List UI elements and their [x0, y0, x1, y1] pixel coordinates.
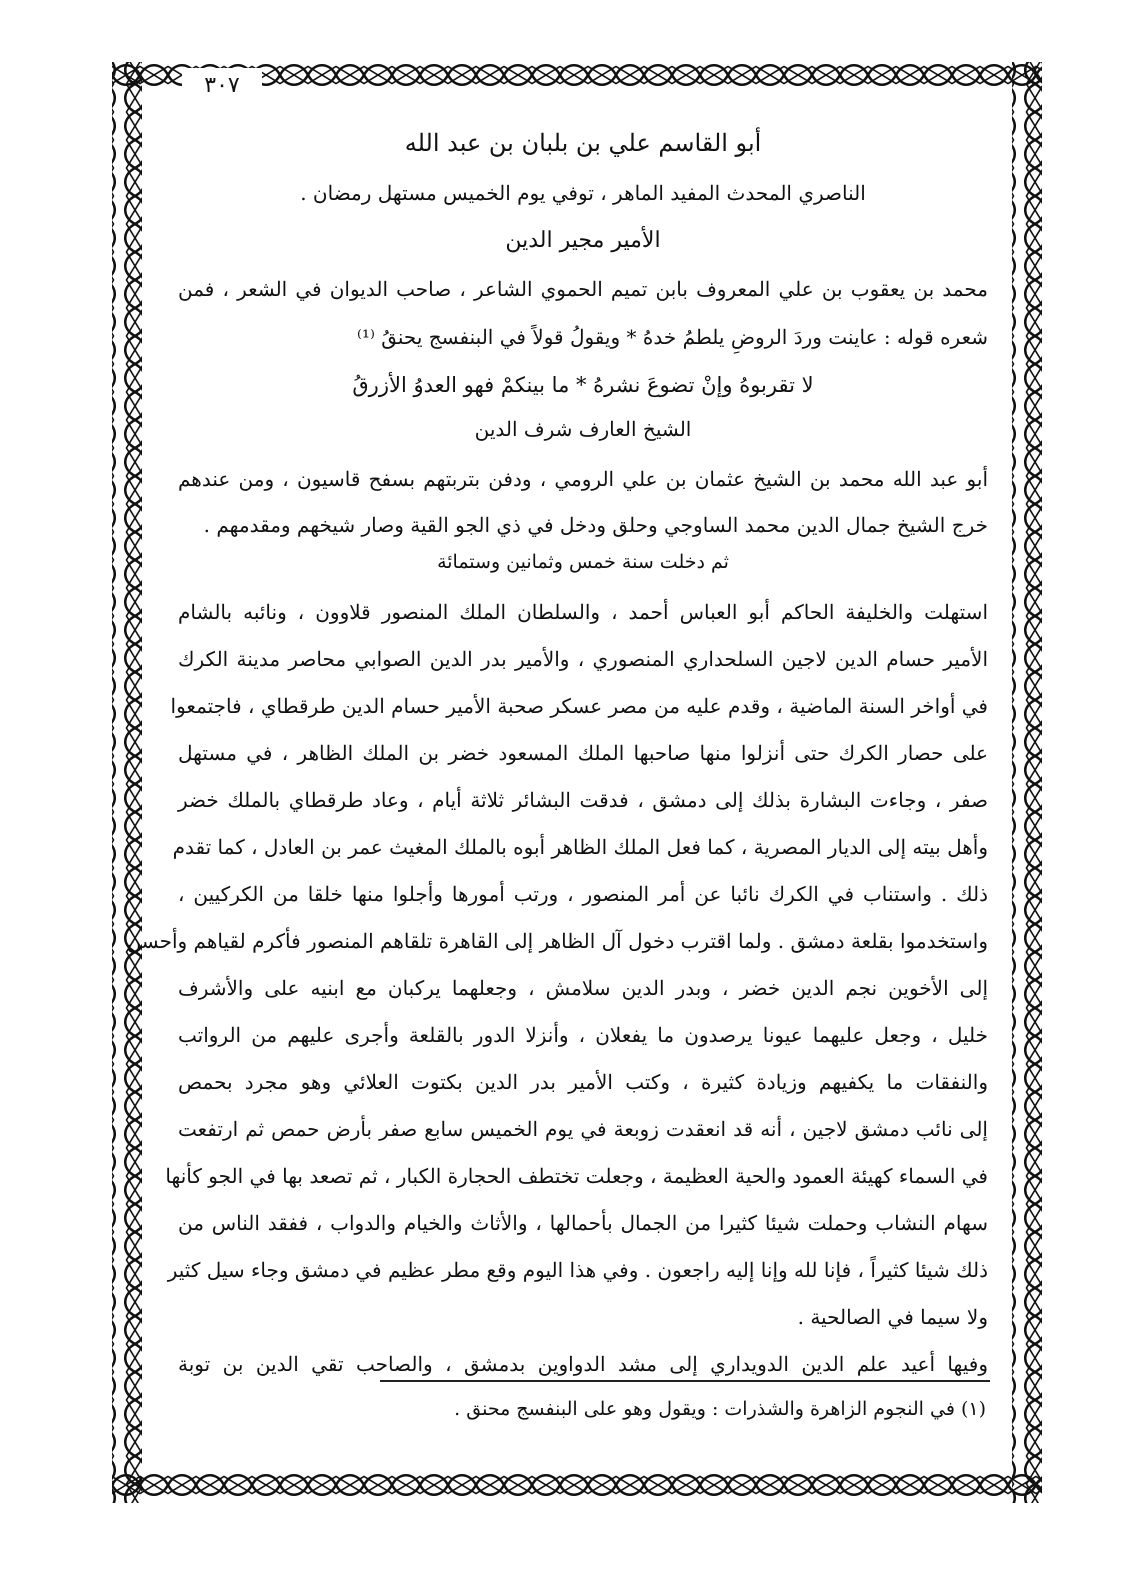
footnote-rule — [380, 1380, 990, 1382]
text-line: خرج الشيخ جمال الدين محمد الساوجي وحلق ودخل في ذي الجو القية وصار شيخهم ومقدمهم . — [203, 513, 988, 537]
heading-sharaf-aldin: الشيخ العارف شرف الدين — [474, 417, 692, 441]
paragraph-line: ذلك . واستناب في الكرك نائبا عن أمر المنصور ، ورتب أمورها وأجلوا منها خلقا من الكركيين ، — [178, 882, 988, 906]
paragraph-line: ولا سيما في الصالحية . — [797, 1305, 988, 1329]
page-number: ٣٠٧ — [182, 68, 262, 104]
paragraph-line: استهلت والخليفة الحاكم أبو العباس أحمد ، والسلطان الملك المنصور قلاوون ، ونائبه بالشام — [178, 600, 988, 624]
paragraph-line: ذلك شيئا كثيراً ، فإنا لله وإنا إليه راجعون . وفي هذا اليوم وقع مطر عظيم في دمشق وجاء سيل كثير — [167, 1258, 988, 1282]
paragraph-line: وفيها أعيد علم الدين الدويداري إلى مشد الدواوين بدمشق ، والصاحب تقي الدين بن توبة — [178, 1352, 988, 1376]
heading-abu-alqasim: أبو القاسم علي بن بلبان بن عبد الله — [404, 129, 762, 157]
heading-year-685: ثم دخلت سنة خمس وثمانين وستمائة — [437, 551, 729, 573]
text-line: محمد بن يعقوب بن علي المعروف بابن تميم الحموي الشاعر ، صاحب الديوان في الشعر ، فمن — [178, 277, 988, 301]
paragraph-line: صفر ، وجاءت البشارة بذلك إلى دمشق ، فدقت البشائر ثلاثة أيام ، وعاد طرقطاي بالملك خضر — [178, 788, 988, 812]
paragraph-line: واستخدموا بقلعة دمشق . ولما اقترب دخول آل الظاهر إلى القاهرة تلقاهم المنصور فأكرم لقياهم وأحسن — [126, 929, 988, 953]
paragraph-line: في أواخر السنة الماضية ، وقدم عليه من مصر عسكر صحبة الأمير حسام الدين طرقطاي ، فاجتمعوا — [170, 694, 988, 718]
poem-line: لا تقربوهُ وإنْ تضوعَ نشرهُ * ما بينكمْ فهو العدوُ الأزرقُ — [352, 373, 814, 397]
paragraph-line: على حصار الكرك حتى أنزلوا منها صاحبها الملك المسعود خضر بن الملك الظاهر ، في مستهل — [178, 741, 988, 765]
poem-line: شعره قوله : عاينت وردَ الروضِ يلطمُ خدهُ * ويقولُ قولاً في البنفسج يحنقُ ⁽¹⁾ — [356, 325, 988, 349]
paragraph-line: وأهل بيته إلى الديار المصرية ، كما فعل الملك الظاهر أبوه بالملك المغيث عمر بن العادل ، كما تقدم — [172, 835, 988, 859]
text-line: الناصري المحدث المفيد الماهر ، توفي يوم الخميس مستهل رمضان . — [300, 181, 866, 205]
paragraph-line: إلى نائب دمشق لاجين ، أنه قد انعقدت زوبعة في يوم الخميس سابع صفر بأرض حمص ثم ارتفعت — [178, 1117, 988, 1141]
paragraph-line: خليل ، وجعل عليهما عيونا يرصدون ما يفعلان ، وأنزلا الدور بالقلعة وأجرى عليهم من الرواتب — [178, 1023, 988, 1047]
paragraph-line: والنفقات ما يكفيهم وزيادة كثيرة ، وكتب الأمير بدر الدين بكتوت العلائي وهو مجرد بحمص — [178, 1070, 988, 1094]
page-body — [126, 115, 988, 1445]
paragraph-line: الأمير حسام الدين لاجين السلحداري المنصوري ، والأمير بدر الدين الصوابي محاصر مدينة الكرك — [178, 647, 988, 671]
footnote: (١) في النجوم الزاهرة والشذرات : ويقول وهو على البنفسج محنق . — [454, 1398, 986, 1420]
paragraph-line: سهام النشاب وحملت شيئا كثيرا من الجمال بأحمالها ، والأثاث والخيام والدواب ، ففقد الناس من — [178, 1211, 988, 1235]
heading-amir-mujir: الأمير مجير الدين — [505, 228, 661, 253]
text-line: أبو عبد الله محمد بن الشيخ عثمان بن علي الرومي ، ودفن بتربتهم بسفح قاسيون ، ومن عندهم — [178, 467, 988, 491]
paragraph-line: إلى الأخوين نجم الدين خضر ، وبدر الدين سلامش ، وجعلهما يركبان مع ابنيه على والأشرف — [178, 976, 988, 1000]
paragraph-line: في السماء كهيئة العمود والحية العظيمة ، وجعلت تختطف الحجارة الكبار ، ثم تصعد بها في الجو كأنها — [165, 1164, 988, 1188]
